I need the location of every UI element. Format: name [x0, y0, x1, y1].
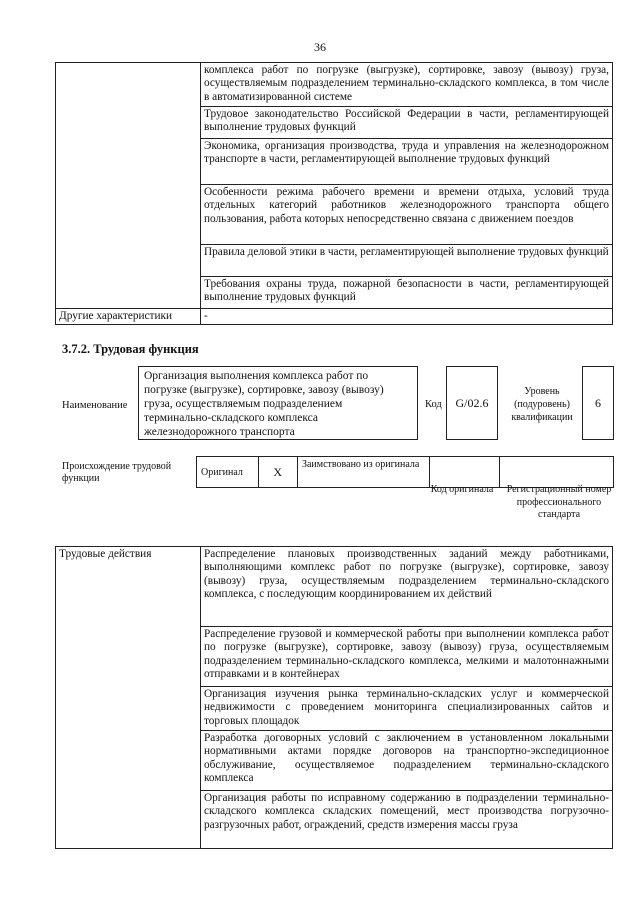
- table-row: [56, 309, 613, 325]
- code-original-cell: [430, 457, 500, 488]
- requirement-text: комплекса работ по погрузке (выгрузке), сортировке, завозу (вывозу) груза, осуществляемым подразделением терминально-складского комплекса, в том числе в автоматизированной системе: [201, 63, 613, 107]
- labor-actions-table: [55, 546, 613, 849]
- reg-number-caption: Регистрационный номер профессионального стандарта: [506, 484, 612, 520]
- origin-label: Происхождение трудовой функции: [62, 461, 172, 484]
- other-characteristics-label: Другие характеристики: [56, 309, 201, 325]
- requirement-text: Требования охраны труда, пожарной безопасности в части, регламентирующей выполнение трудовых функций: [201, 277, 613, 309]
- code-label: Код: [425, 399, 442, 410]
- borrowed-label: Заимствовано из оригинала: [297, 457, 429, 488]
- name-label: Наименование: [62, 400, 128, 411]
- function-name-box: Организация выполнения комплекса работ по погрузке (выгрузке), сортировке, завозу (вывозу) груза, осуществляемым подразделением терминально-складского комплекса железнодорожного транспорта: [138, 366, 418, 440]
- requirement-text: Особенности режима рабочего времени и времени отдыха, условий труда отдельных категорий работников железнодорожного транспорта общего пользования, работа которых непосредственно связана с движением поездов: [201, 185, 613, 245]
- requirement-text: Правила деловой этики в части, регламентирующей выполнение трудовых функций: [201, 245, 613, 277]
- reg-number-cell: [499, 457, 613, 488]
- other-characteristics-value: -: [201, 309, 613, 325]
- table-row: [56, 547, 613, 627]
- qualification-level-label: Уровень (подуровень) квалификации: [511, 386, 573, 423]
- original-mark: X: [258, 457, 297, 488]
- labor-action-text: Распределение грузовой и коммерческой работы при выполнении комплекса работ по погрузке (выгрузке), сортировке, завозу (вывозу) груза, осуществляемым подразделением терминально-складского комплекса, мелкими и малотоннажными отправками и в контейнерах: [201, 627, 613, 687]
- requirement-text: Экономика, организация производства, труда и управления на железнодорожном транспорте в части, регламентирующей выполнение трудовых функций: [201, 139, 613, 185]
- labor-action-text: Распределение плановых производственных заданий между работниками, выполняющими комплекс работ по погрузке (выгрузке), сортировке, завозу (вывозу) груза, осуществляемым подразделением терминально-складского комплекса, с последующим координированием их действий: [201, 547, 613, 627]
- qualification-level-box: 6: [582, 366, 614, 440]
- requirements-left-cell: [56, 63, 201, 309]
- labor-action-text: Разработка договорных условий с заключением в установленном локальными нормативными актами порядке договоров на транспортно-экспедиционное обслуживание, осуществляемое подразделением терминально-складского комплекса: [201, 731, 613, 791]
- code-original-caption: Код оригинала: [430, 484, 494, 495]
- table-row: [197, 457, 614, 488]
- function-code-box: G/02.6: [446, 366, 498, 440]
- requirements-table: [55, 62, 613, 325]
- original-label: Оригинал: [197, 457, 259, 488]
- table-row: [56, 63, 613, 107]
- labor-action-text: Организация работы по исправному содержанию в подразделении терминально-складского комплекса складских помещений, мест производства погрузочно-разгрузочных работ, ограждений, средств измерения массы груза: [201, 791, 613, 849]
- requirement-text: Трудовое законодательство Российской Федерации в части, регламентирующей выполнение трудовых функций: [201, 107, 613, 139]
- page-number: 36: [314, 40, 326, 54]
- labor-action-text: Организация изучения рынка терминально-складских услуг и коммерческой недвижимости с проведением мониторинга специализированных сайтов и торговых площадок: [201, 687, 613, 731]
- section-heading: 3.7.2. Трудовая функция: [62, 342, 199, 356]
- labor-actions-label: Трудовые действия: [56, 547, 201, 849]
